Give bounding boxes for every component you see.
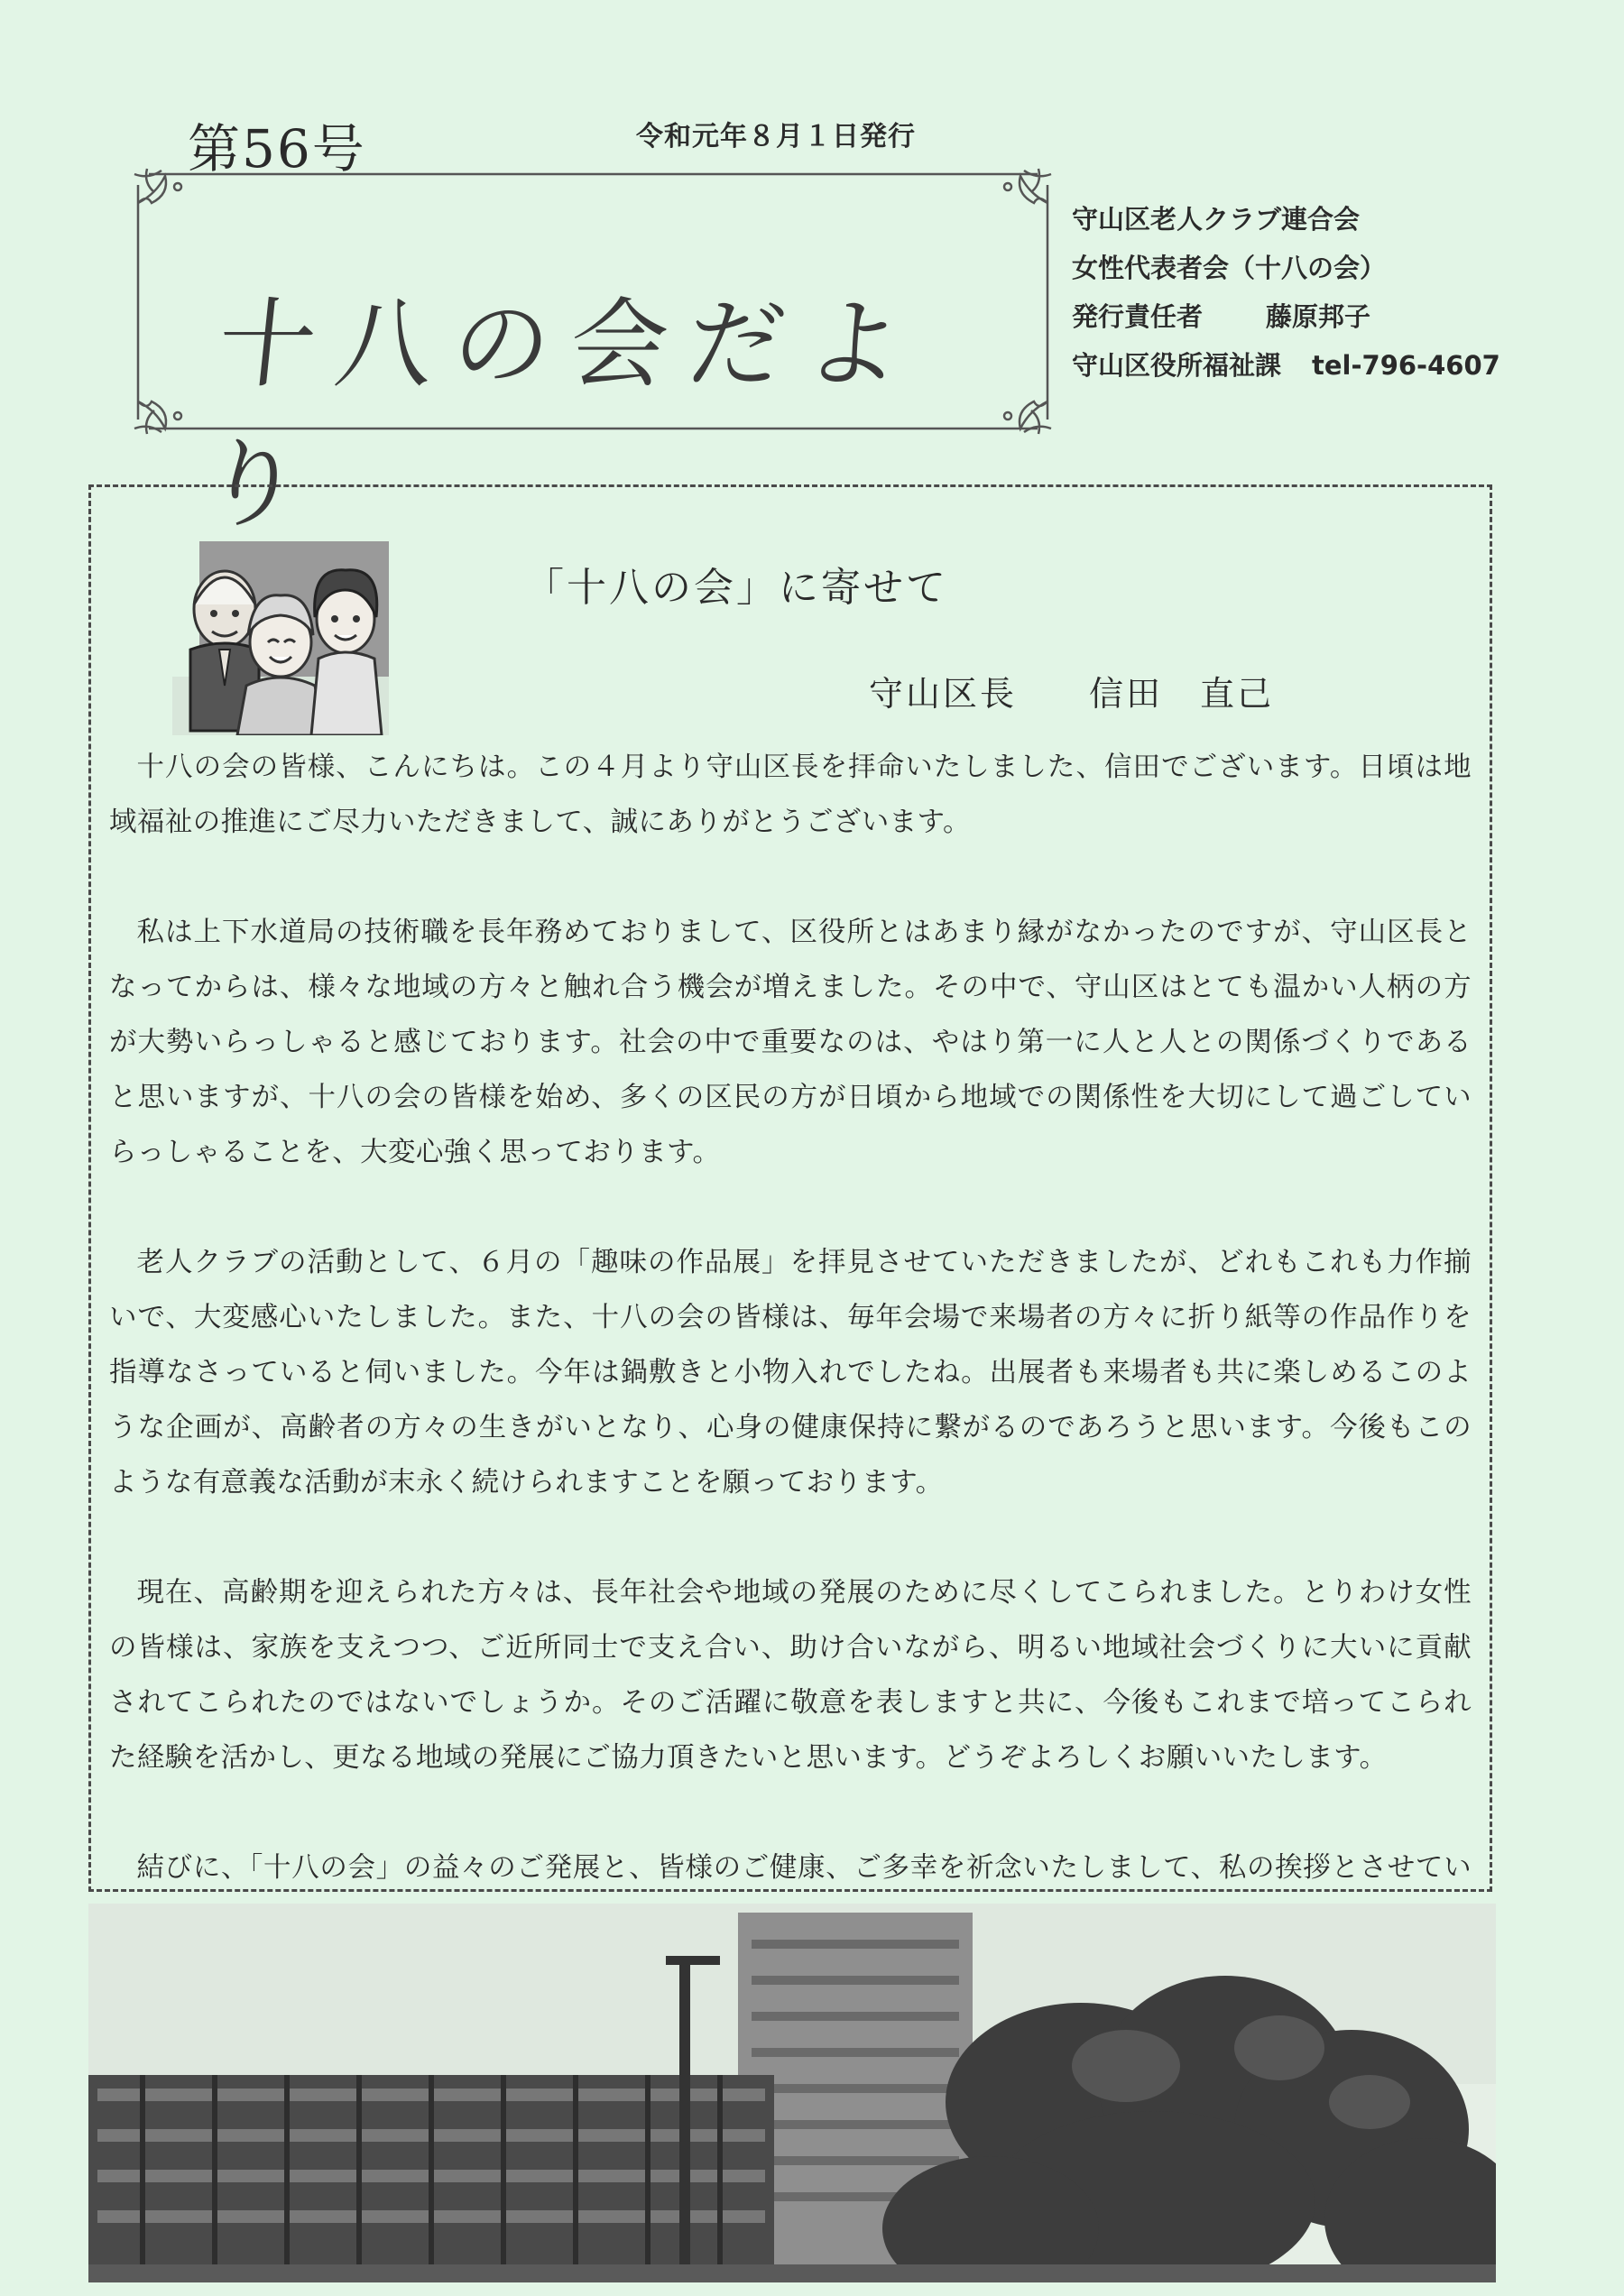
article-paragraph: 私は上下水道局の技術職を長年務めておりまして、区役所とはあまり縁がなかったのですが、守山区長となってからは、様々な地域の方々と触れ合う機会が増えました。その中で、守山区はとても温かい人柄の方が大勢いらっしゃると感じております。社会の中で重要なのは、やはり第一に人と人との関係づくりであると思いますが、十八の会の皆様を始め、多くの区民の方が日頃から地域での関係性を大切にして過ごしていらっしゃることを、大変心強く思っております。 xyxy=(109,917,1472,1168)
elderly-people-illustration xyxy=(172,541,389,735)
office-name: 守山区役所福祉課 xyxy=(1072,350,1282,381)
article-body xyxy=(109,740,1472,2006)
editor-name: 藤原邦子 xyxy=(1266,301,1371,332)
article-paragraph: 現在、高齢期を迎えられた方々は、長年社会や地域の発展のために尽くしてこられました。とりわけ女性の皆様は、家族を支えつつ、ご近所同士で支え合い、助け合いながら、明るい地域社会づくりに大いに貢献されてこられたのではないでしょうか。そのご活躍に敬意を表しますと共に、今後もこれまで培ってこられた経験を活かし、更なる地域の発展にご協力頂きたいと思います。どうぞよろしくお願いいたします。 xyxy=(109,1577,1472,1774)
publisher-info xyxy=(1072,195,1500,390)
issue-number: 第56号 xyxy=(188,118,366,180)
editor-label: 発行責任者 xyxy=(1072,301,1204,332)
article-paragraph: 結びに、「十八の会」の益々のご発展と、皆様のご健康、ご多幸を祈念いたしまして、私の挨拶とさせてい xyxy=(136,1852,1472,1884)
publisher-contact-line xyxy=(1072,341,1500,390)
publisher-group: 女性代表者会（十八の会） xyxy=(1072,253,1387,283)
author-name: 信田 直己 xyxy=(1089,674,1275,714)
publisher-org: 守山区老人クラブ連合会 xyxy=(1072,204,1361,235)
article-title: 「十八の会」に寄せて xyxy=(524,565,948,611)
article-paragraph: 十八の会の皆様、こんにちは。この４月より守山区長を拝命いたしました、信田でございます。日頃は地域福祉の推進にご尽力いただきまして、誠にありがとうございます。 xyxy=(109,752,1472,838)
ward-office-photo xyxy=(88,1904,1496,2282)
author-role: 守山区長 xyxy=(869,674,1018,714)
newsletter-title: 十八の会だより xyxy=(198,289,928,541)
article-author xyxy=(869,666,1274,715)
office-tel: tel‑796‑4607 xyxy=(1312,350,1500,381)
masthead-frame xyxy=(131,167,1056,541)
publisher-editor-line xyxy=(1072,292,1500,341)
greeting-article xyxy=(88,484,1492,1892)
issue-date: 令和元年８月１日発行 xyxy=(636,121,916,152)
article-paragraph: 老人クラブの活動として、６月の「趣味の作品展」を拝見させていただきましたが、どれもこれも力作揃いで、大変感心いたしました。また、十八の会の皆様は、毎年会場で来場者の方々に折り紙等の作品作りを指導なさっていると伺いました。今年は鍋敷きと小物入れでしたね。出展者も来場者も共に楽しめるこのような企画が、高齢者の方々の生きがいとなり、心身の健康保持に繋がるのであろうと思います。今後もこのような有意義な活動が末永く続けられますことを願っております。 xyxy=(109,1247,1472,1498)
